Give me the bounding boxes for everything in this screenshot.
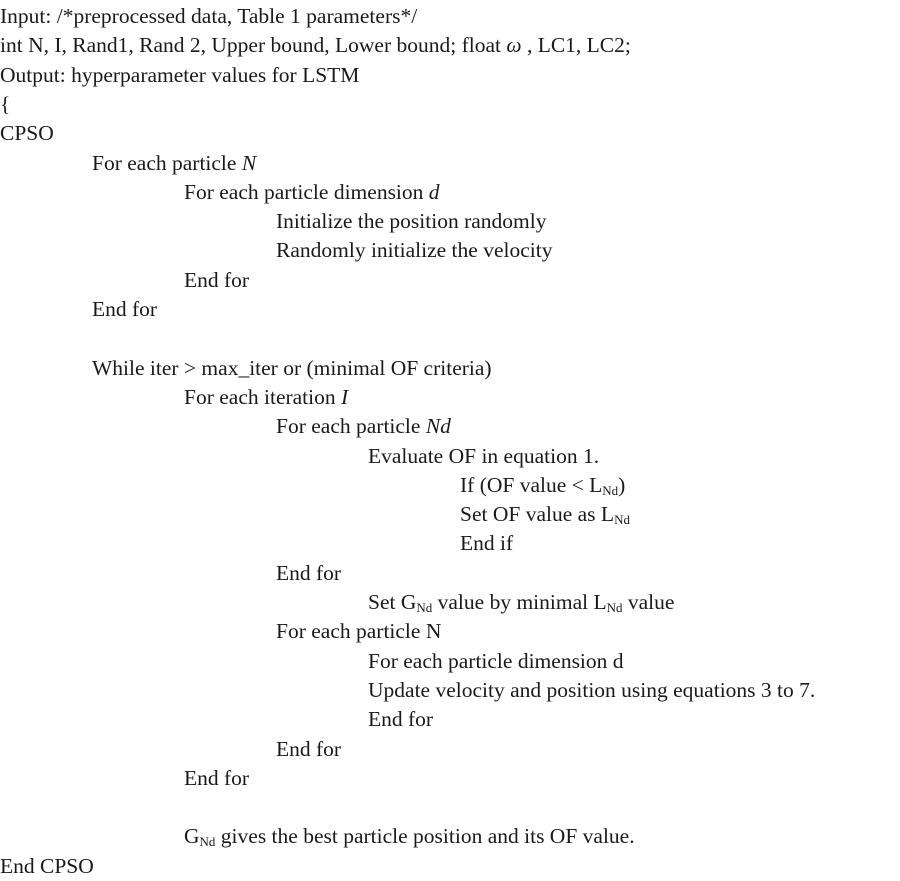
line-text: Update velocity and position using equations 3 to 7. — [368, 677, 816, 702]
line-text: While iter > max_iter or (minimal OF criteria) — [92, 355, 492, 380]
algorithm-line — [276, 412, 451, 441]
algorithm-line — [276, 207, 546, 236]
line-text: For each particle — [92, 150, 242, 175]
line-text: Output: hyperparameter values for LSTM — [0, 62, 360, 87]
line-text: I — [341, 384, 349, 409]
line-text: For each iteration — [184, 384, 342, 409]
algorithm-line — [368, 588, 674, 617]
line-text: End CPSO — [0, 853, 94, 878]
line-text: gives the best particle position and its OF value. — [215, 824, 635, 849]
algorithm-line — [184, 764, 249, 793]
line-text: End for — [184, 765, 250, 790]
line-text: End for — [368, 707, 434, 732]
algorithm-line — [0, 90, 10, 119]
subscript-text: Nd — [416, 600, 433, 615]
algorithm-line — [460, 471, 625, 500]
subscript-text: Nd — [199, 834, 216, 850]
algorithm-line — [368, 647, 624, 676]
line-text: d — [428, 179, 440, 204]
line-text: End for — [184, 267, 250, 292]
algorithm-line — [460, 529, 513, 558]
subscript-text: Nd — [602, 482, 619, 498]
algorithm-line — [368, 442, 599, 471]
algorithm-line — [92, 149, 256, 178]
subscript-text: Nd — [606, 600, 623, 615]
line-text: For each particle N — [276, 619, 442, 644]
algorithm-line — [0, 61, 359, 90]
line-text: ) — [618, 472, 626, 497]
line-text: int N, I, Rand1, Rand 2, Upper bound, Lower bound; float — [0, 33, 507, 58]
line-text: N — [241, 150, 257, 175]
algorithm-line — [276, 735, 341, 764]
line-text: End for — [276, 560, 342, 585]
algorithm-line — [184, 266, 249, 295]
line-text: For each particle — [276, 414, 426, 439]
line-text: Set OF value as L — [460, 502, 615, 527]
algorithm-line — [184, 178, 440, 207]
line-text: Input: /*preprocessed data, Table 1 parameters*/ — [0, 4, 418, 28]
line-text: End for — [92, 297, 158, 321]
line-text: , LC1, LC2; — [521, 33, 631, 58]
line-text: Nd — [425, 414, 451, 439]
line-text: End for — [276, 736, 342, 761]
line-text: Randomly initialize the velocity — [276, 238, 553, 263]
algorithm-line — [0, 119, 54, 148]
algorithm-line — [92, 295, 157, 324]
algorithm-line — [460, 500, 630, 529]
line-text: Initialize the position randomly — [276, 209, 547, 234]
line-text: Evaluate OF in equation 1. — [368, 443, 600, 468]
algorithm-line — [276, 559, 341, 588]
subscript-text: Nd — [614, 512, 630, 528]
line-text: ω — [506, 33, 522, 58]
algorithm-line — [184, 822, 635, 851]
algorithm-line — [368, 705, 433, 734]
algorithm-line — [0, 852, 94, 881]
line-text: { — [0, 91, 11, 116]
line-text: G — [184, 824, 200, 849]
line-text: For each particle dimension — [184, 179, 429, 204]
algorithm-line — [0, 2, 417, 31]
line-text: value by minimal L — [432, 590, 607, 614]
algorithm-line — [0, 31, 631, 60]
line-text: CPSO — [0, 121, 54, 146]
algorithm-line — [92, 354, 492, 383]
line-text: Set G — [368, 590, 417, 614]
algorithm-line — [276, 617, 441, 646]
line-text: If (OF value < L — [460, 472, 603, 497]
algorithm-line — [184, 383, 348, 412]
line-text: value — [622, 590, 675, 614]
line-text: End if — [460, 531, 514, 556]
line-text: For each particle dimension d — [368, 648, 624, 673]
algorithm-line — [368, 676, 815, 705]
algorithm-line — [276, 236, 552, 265]
